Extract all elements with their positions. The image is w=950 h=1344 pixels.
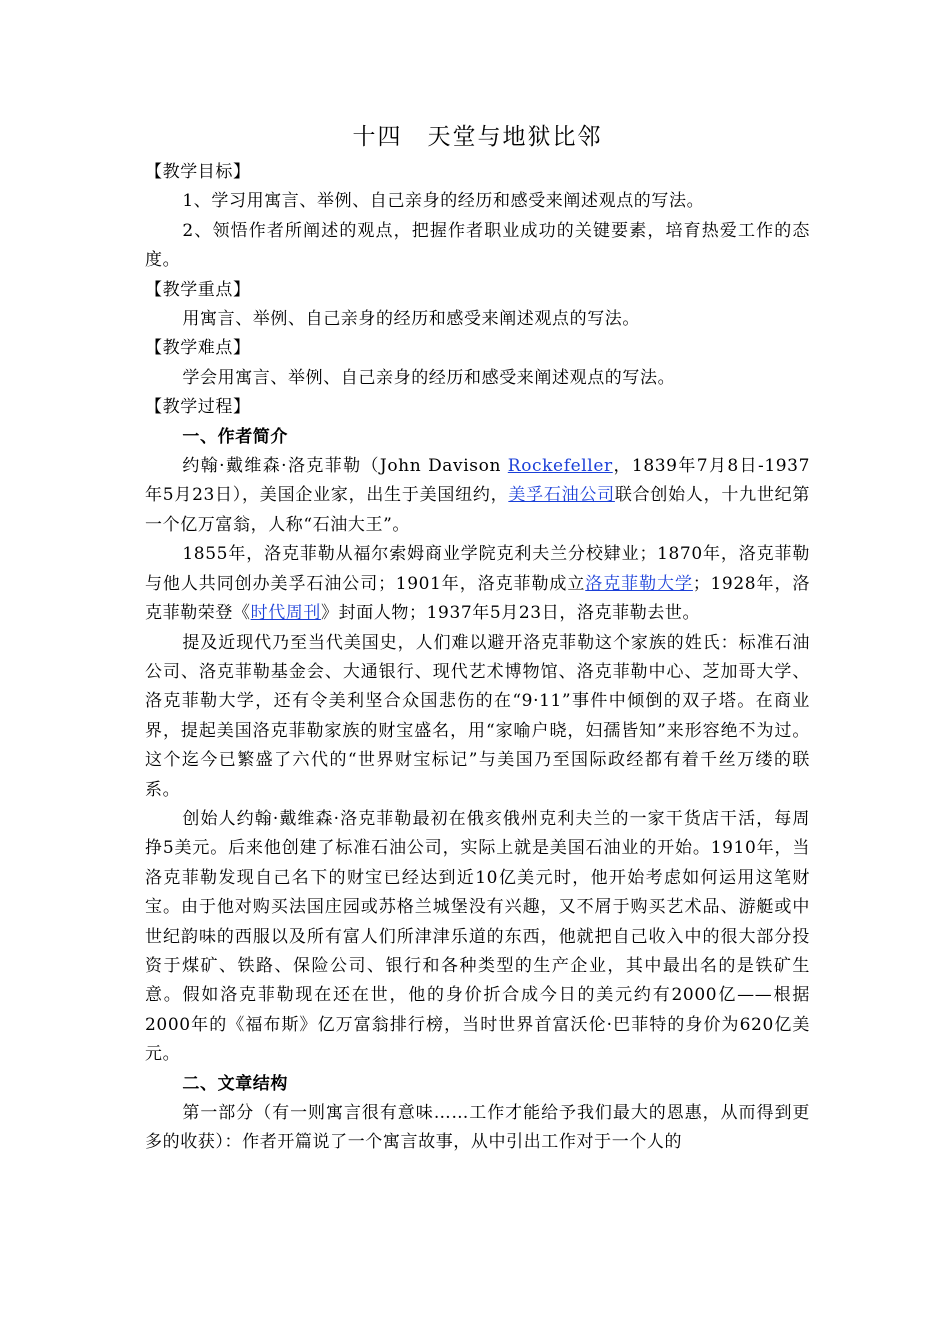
- text-run: 联合创始人，十九世纪第一个亿万富翁，人称“石油大王”。: [145, 485, 810, 535]
- teaching-goal-heading: 【教学目标】: [145, 162, 251, 182]
- teaching-goal-1: 1、学习用寓言、举例、自己亲身的经历和感受来阐述观点的写法。: [182, 191, 705, 212]
- section-2-heading: 二、文章结构: [182, 1073, 288, 1094]
- teaching-difficulty-heading: 【教学难点】: [145, 338, 251, 359]
- page-title: 十四 天堂与地狱比邻: [352, 124, 603, 150]
- text-run: ，1839年7月8日-1937年5月23日），美国企业家，出生于美国纽约，: [145, 456, 810, 506]
- teaching-goal-2: 2、领悟作者所阐述的观点，把握作者职业成功的关键要素，培育热爱工作的态度。: [145, 220, 810, 271]
- teaching-difficulty-text: 学会用寓言、举例、自己亲身的经历和感受来阐述观点的写法。: [182, 367, 676, 388]
- teaching-process-heading: 【教学过程】: [145, 397, 251, 418]
- teaching-key-heading: 【教学重点】: [145, 279, 251, 300]
- author-intro-paragraph-2: [145, 540, 810, 628]
- author-intro-paragraph-1: [145, 452, 810, 540]
- structure-paragraph-1: 第一部分（有一则寓言很有意味……工作才能给予我们最大的恩惠，从而得到更多的收获）：作者开篇说了一个寓言故事，从中引出工作对于一个人的: [145, 1103, 810, 1153]
- rockefeller-university-link[interactable]: 洛克菲勒大学: [585, 573, 693, 594]
- time-magazine-link[interactable]: 时代周刊: [250, 603, 322, 624]
- text-run: ；1928年，洛克菲勒荣登《: [145, 573, 810, 624]
- teaching-key-text: 用寓言、举例、自己亲身的经历和感受来阐述观点的写法。: [182, 309, 640, 330]
- author-intro-paragraph-3: 提及近现代乃至当代美国史，人们难以避开洛克菲勒这个家族的姓氏：标准石油公司、洛克菲勒基金会、大通银行、现代艺术博物馆、洛克菲勒中心、芝加哥大学、洛克菲勒大学，还有令美利坚合众国悲伤的在“9·11”事件中倾倒的双子塔。在商业界，提起美国洛克菲勒家族的财宝盛名，用“家喻户晓，妇孺皆知”来形容绝不为过。这个迄今已繁盛了六代的“世界财宝标记”与美国乃至国际政经都有着千丝万缕的联系。: [145, 632, 810, 800]
- standard-oil-link[interactable]: 美孚石油公司: [508, 485, 615, 506]
- rockefeller-link[interactable]: Rockefeller: [507, 456, 613, 477]
- document-page: [145, 120, 810, 1158]
- text-run: 1855年，洛克菲勒从福尔索姆商业学院克利夫兰分校肄业；1870年，洛克菲勒与他人共同创办美孚石油公司；1901年，洛克菲勒成立: [145, 544, 810, 594]
- text-run: 》封面人物；1937年5月23日，洛克菲勒去世。: [321, 603, 701, 624]
- author-intro-paragraph-4: 创始人约翰·戴维森·洛克菲勒最初在俄亥俄州克利夫兰的一家干货店干活，每周挣5美元。后来他创建了标准石油公司，实际上就是美国石油业的开始。1910年，当洛克菲勒发现自己名下的财宝已经达到近10亿美元时，他开始考虑如何运用这笔财宝。由于他对购买法国庄园或苏格兰城堡没有兴趣，又不屑于购买艺术品、游艇或中世纪韵味的西服以及所有富人们所津津乐道的东西，他就把自己收入中的很大部分投资于煤矿、铁路、保险公司、银行和各种类型的生产企业，其中最出名的是铁矿生意。假如洛克菲勒现在还在世，他的身价折合成今日的美元约有2000亿——根据2000年的《福布斯》亿万富翁排行榜，当时世界首富沃伦·巴菲特的身价为620亿美元。: [145, 808, 810, 1065]
- section-1-heading: 一、作者简介: [182, 426, 288, 447]
- text-run: 约翰·戴维森·洛克菲勒（John Davison: [182, 456, 508, 477]
